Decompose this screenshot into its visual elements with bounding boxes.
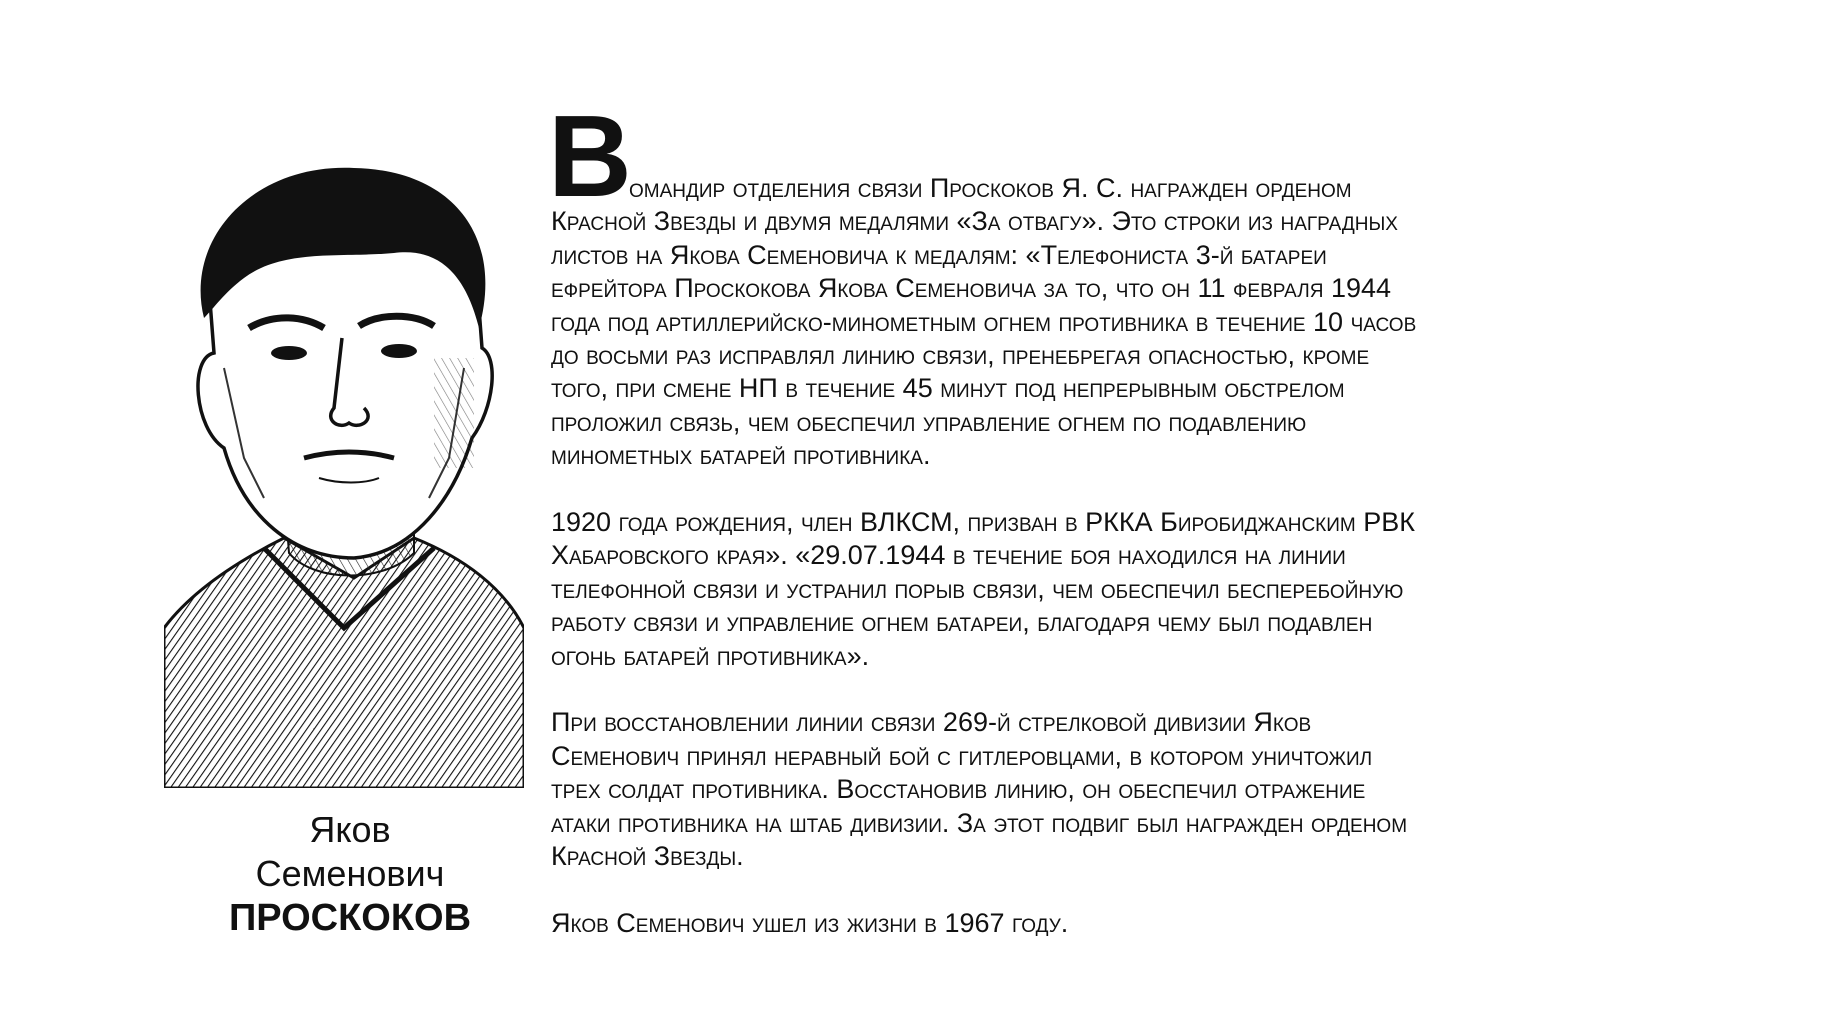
drop-cap: В xyxy=(548,91,630,221)
text-line: года под артиллерийско-минометным огнем противника в течение 10 часов xyxy=(551,306,1417,337)
text-line: ефрейтора Проскокова Якова Семеновича за то, что он 11 февраля 1944 xyxy=(551,273,1392,304)
text-line: омандир отделения связи Проскоков Я. С. награжден орденом xyxy=(629,173,1352,203)
paragraph xyxy=(551,706,1731,873)
first-name: Яков xyxy=(309,809,391,850)
text-line: огонь батарей противника». xyxy=(551,640,870,671)
text-line: листов на Якова Семеновича к медалям: «Телефониста 3-й батареи xyxy=(551,239,1327,270)
text-line: атаки противника на штаб дивизии. За этот подвиг был награжден орденом xyxy=(551,807,1408,838)
patronymic: Семенович xyxy=(255,853,445,894)
text-line: Красной Звезды. xyxy=(551,841,744,872)
text-line: минометных батарей противника. xyxy=(551,440,931,471)
text-line: Красной Звезды и двумя медалями «За отвагу». Это строки из наградных xyxy=(551,206,1398,237)
surname: ПРОСКОКОВ xyxy=(228,897,472,939)
text-line: При восстановлении линии связи 269-й стрелковой дивизии Яков xyxy=(551,707,1312,738)
text-line: Семенович принял неравный бой с гитлеровцами, в котором уничтожил xyxy=(551,740,1373,771)
paragraph xyxy=(551,172,1731,473)
text-line: телефонной связи и устранил порыв связи, чем обеспечил бесперебойную xyxy=(551,573,1404,604)
text-line: Яков Семенович ушел из жизни в 1967 году. xyxy=(551,907,1069,938)
portrait-sketch-icon xyxy=(164,158,524,788)
person-name xyxy=(190,808,510,940)
text-line: проложил связь, чем обеспечил управление огнем по подавлению xyxy=(551,406,1307,437)
paragraph xyxy=(551,907,1731,940)
text-line: до восьми раз исправлял линию связи, пренебрегая опасностью, кроме xyxy=(551,340,1370,371)
text-line: того, при смене НП в течение 45 минут под непрерывным обстрелом xyxy=(551,373,1345,404)
paragraph xyxy=(551,506,1731,673)
text-line: работу связи и управление огнем батареи, благодаря чему был подавлен xyxy=(551,607,1373,638)
text-line: трех солдат противника. Восстановив линию, он обеспечил отражение xyxy=(551,774,1366,805)
text-line: Хабаровского края». «29.07.1944 в течение боя находился на линии xyxy=(551,540,1346,571)
article-text xyxy=(551,172,1731,974)
text-line: 1920 года рождения, член ВЛКСМ, призван в РККА Биробиджанским РВК xyxy=(551,507,1415,538)
